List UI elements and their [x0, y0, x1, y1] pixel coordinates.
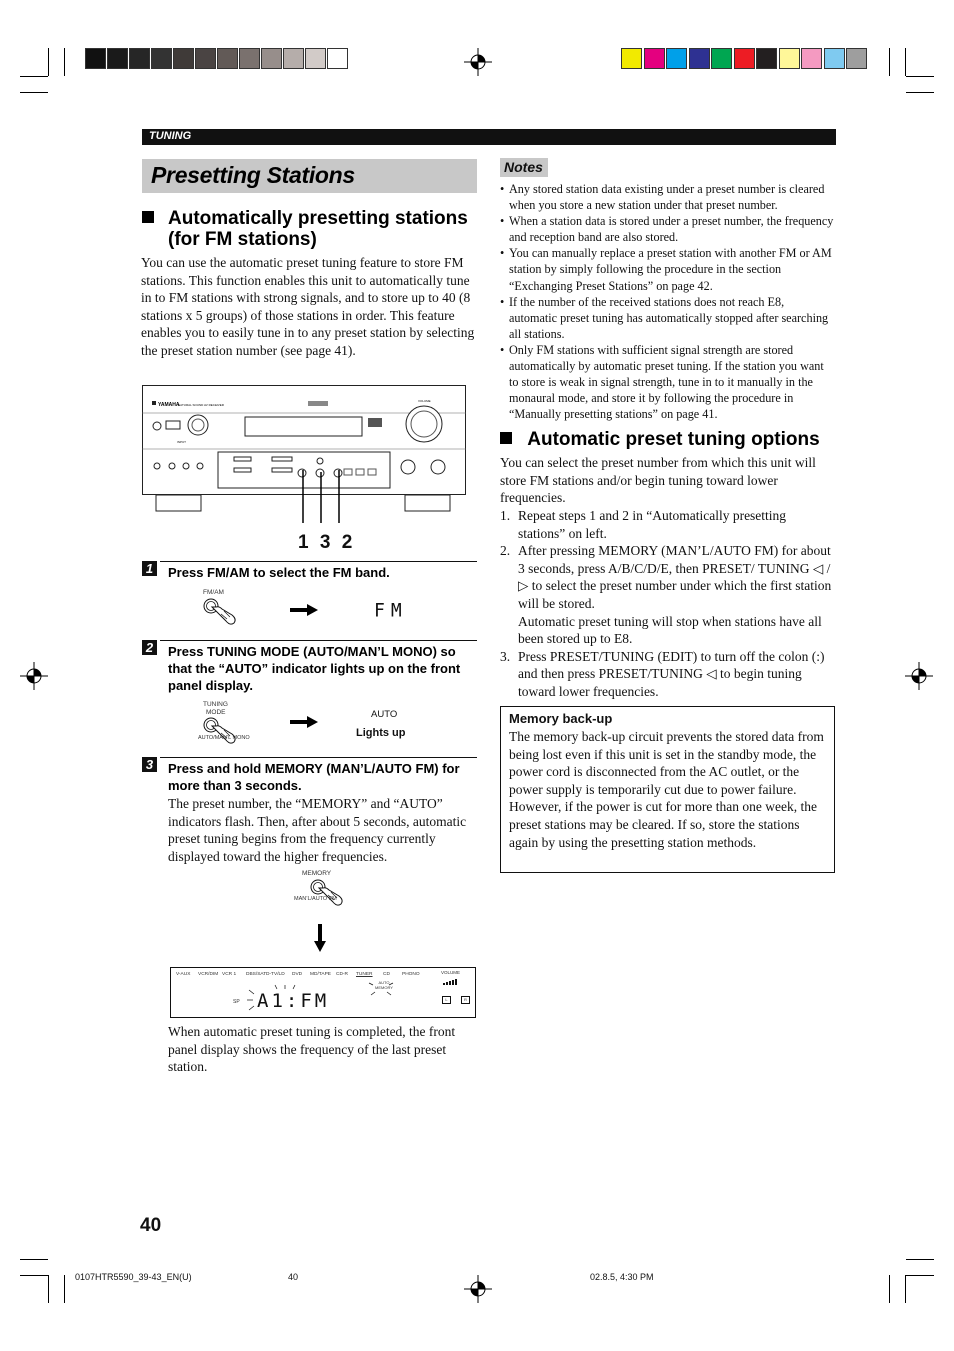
color-swatch: [824, 48, 845, 69]
bullet-icon: •: [500, 246, 505, 261]
finger-press-icon: [309, 878, 345, 912]
crop-mark: [48, 1275, 49, 1303]
square-bullet-icon: [500, 432, 512, 444]
color-swatch: [107, 48, 128, 69]
input-indicator: CD: [383, 972, 390, 977]
step-text: After pressing MEMORY (MAN’L/AUTO FM) for about 3 seconds, press A/B/C/D/E, then PRESET/ TUNING ◁ / ▷ to select the preset number under which the first station will be stored.: [518, 543, 832, 611]
step-number: 1: [142, 561, 157, 576]
crop-mark: [20, 92, 48, 93]
step-index: 3.: [500, 648, 511, 664]
square-bullet-icon: [142, 211, 154, 223]
crop-mark: [48, 48, 49, 76]
input-indicator: VCR/DIM: [198, 972, 219, 977]
flashing-rays-icon: [245, 984, 335, 1016]
numbered-step: [500, 542, 835, 648]
crop-mark: [20, 1259, 48, 1260]
mode-label: MODE: [206, 709, 226, 716]
flashing-rays-icon: [367, 973, 395, 999]
note-text: If the number of the received stations does not reach E8, automatic preset tuning has automatically stopped after searching all stations.: [509, 294, 829, 341]
color-swatch: [779, 48, 800, 69]
options-heading-text: Automatic preset tuning options: [527, 429, 820, 450]
finger-press-icon: [202, 716, 238, 750]
note-text: Any stored station data existing under a preset number is cleared when you store a new station under that preset number.: [509, 182, 825, 213]
right-arrow-icon: [290, 604, 318, 616]
step-extra-text: Automatic preset tuning will stop when stations have all been stored up to E8.: [518, 613, 822, 647]
input-indicator: TUNER: [356, 972, 373, 977]
step-index: 2.: [500, 543, 511, 559]
preset-readout: A1:FM: [257, 990, 330, 1012]
note-item: [500, 294, 835, 342]
callout-leaders: [290, 440, 360, 535]
auto-indicator-text: AUTO: [378, 980, 390, 985]
color-swatch: [846, 48, 867, 69]
fm-am-button-label: FM/AM: [203, 589, 224, 596]
receiver-model: NATURAL SOUND AV RECEIVER: [178, 403, 224, 407]
crop-mark: [906, 1259, 934, 1260]
tuning-label: TUNING: [203, 701, 228, 708]
numbered-step: [500, 507, 835, 542]
color-swatch: [666, 48, 687, 69]
volume-label: VOLUME: [441, 970, 461, 975]
lights-up-caption: Lights up: [356, 727, 406, 739]
color-swatch: [239, 48, 260, 69]
right-arrow-icon: [290, 716, 318, 728]
section-label: TUNING: [149, 130, 192, 142]
options-heading: [500, 429, 840, 450]
options-intro: You can select the preset number from which this unit will store FM stations and/or begin tuning toward lower frequencies.: [500, 455, 816, 506]
crop-mark: [20, 76, 48, 77]
color-swatch: [801, 48, 822, 69]
callout-step-numbers: 1 3 2: [298, 532, 356, 553]
note-text: When a station data is stored under a preset number, the frequency and reception band are also stored.: [509, 214, 834, 245]
color-swatch: [85, 48, 106, 69]
down-arrow-icon: [314, 924, 326, 952]
color-swatch: [621, 48, 642, 69]
crop-mark: [906, 92, 934, 93]
numbered-step: [500, 648, 835, 701]
input-indicator: VCR 1: [222, 972, 237, 977]
page-title: Presetting Stations: [151, 162, 355, 188]
receiver-brand: YAMAHA: [158, 402, 180, 408]
step-body: The preset number, the “MEMORY” and “AUTO” indicators flash. Then, after about 5 seconds, automatic preset tuning begins from the frequency currently displayed toward the higher frequencies.: [168, 796, 467, 864]
registration-target-icon: [20, 662, 48, 690]
page-number: 40: [140, 1215, 162, 1236]
color-swatch: [217, 48, 238, 69]
color-swatch: [283, 48, 304, 69]
footer-page: 40: [288, 1272, 299, 1282]
section-header-bar: [142, 129, 836, 145]
fm-display-readout: FM: [374, 599, 408, 622]
step-heading: Press and hold MEMORY (MAN’L/AUTO FM) for more than 3 seconds.: [168, 761, 460, 793]
memory-indicator-text: MEMORY: [375, 985, 393, 990]
color-swatch: [689, 48, 710, 69]
intro-paragraph: You can use the automatic preset tuning feature to store FM stations. This function enables this unit to automatically tune in to FM stations with strong signals, and to store up to 40 (8 stations x 5 groups) of those stations in order. This feature enables you to easily tune in to any preset station by selecting the preset station number (see page 41).: [141, 255, 475, 358]
footer-filename: 0107HTR5590_39-43_EN(U): [75, 1272, 192, 1282]
auto-manl-mono-label: AUTO/MAN’L MONO: [198, 735, 250, 741]
crop-mark: [20, 1275, 48, 1276]
color-swatch: [305, 48, 326, 69]
closing-paragraph: When automatic preset tuning is completed, the front panel display shows the frequency of the last preset station.: [168, 1024, 456, 1075]
footer-date: 02.8.5, 4:30 PM: [590, 1272, 654, 1282]
notes-label: Notes: [504, 159, 543, 175]
step-number: 3: [142, 757, 157, 772]
step-divider: [160, 640, 477, 641]
bullet-icon: •: [500, 182, 505, 196]
crop-mark: [889, 48, 890, 76]
step-divider: [160, 561, 477, 562]
input-indicator: CD-R: [336, 972, 348, 977]
bullet-icon: •: [500, 214, 505, 229]
registration-target-icon: [464, 48, 492, 76]
step-heading: Press FM/AM to select the FM band.: [168, 565, 390, 580]
auto-indicator: AUTO: [371, 709, 398, 720]
color-swatch: [129, 48, 150, 69]
note-item: [500, 342, 835, 422]
bullet-icon: •: [500, 294, 505, 309]
sp-indicator: SP: [233, 999, 240, 1005]
color-swatch: [151, 48, 172, 69]
channel-l-indicator: L: [442, 996, 451, 1004]
color-swatch: [644, 48, 665, 69]
color-swatch: [734, 48, 755, 69]
crop-mark: [889, 1275, 890, 1303]
color-swatch: [173, 48, 194, 69]
crop-mark: [64, 1275, 65, 1303]
color-swatch: [327, 48, 348, 69]
section-heading: [142, 208, 482, 250]
crop-mark: [906, 76, 934, 77]
input-knob-label: INPUT: [177, 440, 186, 444]
front-panel-display: [170, 967, 476, 1018]
notes-label-box: [500, 158, 548, 177]
memory-button-label: MEMORY: [302, 870, 332, 877]
heading-line-2: (for FM stations): [168, 229, 317, 250]
page-title-box: [142, 159, 477, 193]
bullet-icon: •: [500, 342, 505, 357]
note-item: [500, 181, 835, 213]
color-swatch: [195, 48, 216, 69]
finger-press-icon: [202, 597, 238, 631]
heading-line-1: Automatically presetting stations: [168, 208, 468, 229]
input-indicator: D-TV/LD: [266, 972, 285, 977]
manl-auto-fm-label: MAN’L/AUTO FM: [294, 896, 337, 902]
crop-mark: [905, 48, 906, 76]
step-heading: Press TUNING MODE (AUTO/MAN’L MONO) so that the “AUTO” indicator lights up on the front panel display.: [168, 644, 461, 693]
color-swatch: [261, 48, 282, 69]
memory-backup-title: Memory back-up: [509, 711, 613, 726]
registration-target-icon: [905, 662, 933, 690]
step-divider: [160, 757, 477, 758]
note-item: [500, 213, 835, 245]
step-text: Press PRESET/TUNING (EDIT) to turn off the colon (:) and then press PRESET/TUNING ◁ to begin tuning toward lower frequencies.: [518, 648, 825, 699]
step-text: Repeat steps 1 and 2 in “Automatically presetting stations” on left.: [518, 508, 787, 541]
channel-r-indicator: R: [461, 996, 470, 1004]
crop-mark: [64, 48, 65, 76]
input-indicator: MD/TAPE: [310, 972, 331, 977]
input-indicator: V-AUX: [176, 972, 191, 977]
registration-target-icon: [464, 1275, 492, 1303]
input-indicator: DBS/SAT: [246, 972, 267, 977]
volume-bars-icon: [443, 977, 463, 985]
color-swatch: [711, 48, 732, 69]
step-number: 2: [142, 640, 157, 655]
note-text: You can manually replace a preset station with another FM or AM station by simply following the procedure in the section “Exchanging Preset Stations” on page 42.: [509, 246, 832, 293]
step-index: 1.: [500, 508, 511, 523]
input-indicator: PHONO: [402, 972, 420, 977]
notes-list: [500, 181, 835, 422]
memory-backup-box: [500, 706, 835, 873]
input-indicator: DVD: [292, 972, 303, 977]
crop-mark: [906, 1275, 934, 1276]
volume-knob-label: VOLUME: [418, 399, 431, 403]
crop-mark: [905, 1275, 906, 1303]
note-item: [500, 245, 835, 293]
options-list: [500, 507, 835, 701]
memory-backup-text: The memory back-up circuit prevents the stored data from being lost even if this unit is set in the standby mode, the power cord is disconnected from the AC outlet, or the power supply is temporarily cut due to power failure. However, if the power is cut for more than one week, the preset stations may be cleared. If so, store the stations again by using the presetting station methods.: [509, 729, 824, 850]
note-text: Only FM stations with sufficient signal strength are stored automatically by automatic preset tuning. If the station you want to store is weak in signal strength, tune in to it manually in the monaural mode, and store it by following the procedure in “Manually presetting stations” on page 41.: [509, 342, 824, 422]
color-swatch: [756, 48, 777, 69]
